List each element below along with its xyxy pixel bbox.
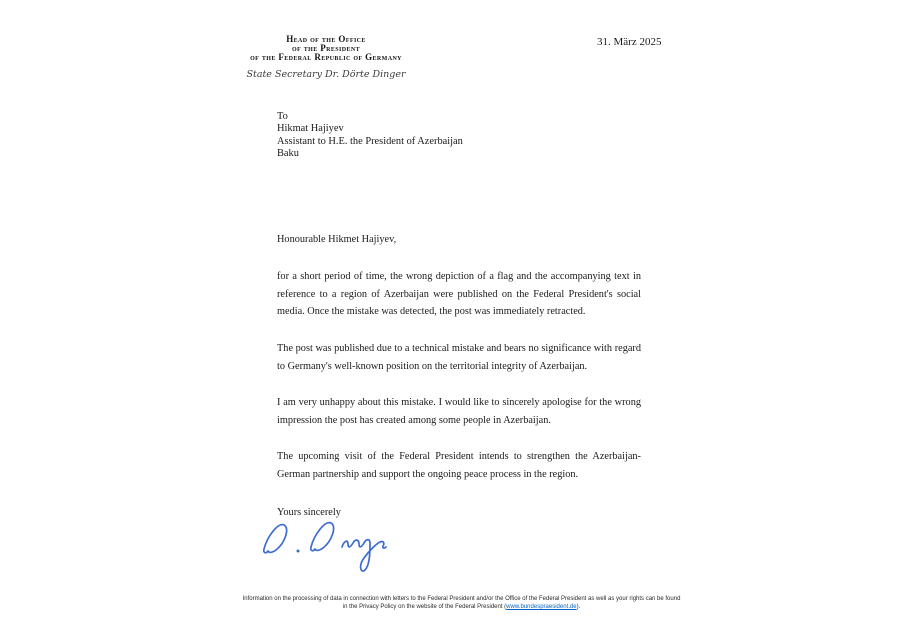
signature-ink-icon — [258, 513, 396, 581]
recipient-line-title: Assistant to H.E. the President of Azerbaijan — [277, 135, 463, 147]
body-paragraph-2: The post was published due to a technical mistake and bears no significance with regard to Germany's well-known position on the territorial integrity of Azerbaijan. — [277, 343, 641, 372]
footer-text-after-link: ). — [576, 604, 581, 611]
letterhead — [228, 35, 424, 80]
privacy-policy-link[interactable]: www.bundespraesident.de — [506, 604, 577, 611]
recipient-address — [277, 111, 463, 161]
recipient-line-city: Baku — [277, 148, 299, 160]
recipient-line-name: Hikmat Hajiyev — [277, 123, 344, 135]
closing-phrase: Yours sincerely — [277, 507, 341, 518]
salutation: Honourable Hikmet Hajiyev, — [277, 234, 397, 245]
recipient-line-to: To — [277, 111, 288, 122]
letter-date: 31. März 2025 — [597, 36, 662, 48]
letterhead-line-3: of the Federal Republic of Germany — [250, 52, 402, 63]
footer-privacy-note — [241, 595, 683, 612]
footer-text-before-link: Information on the processing of data in connection with letters to the Federal President and/or the Office of the Federal President as well as your rights can be found in the Privacy Policy on the website of the Federal President ( — [242, 596, 681, 611]
body-paragraph-4: The upcoming visit of the Federal President intends to strengthen the Azerbaijan-German partnership and support the ongoing peace process in the region. — [277, 451, 641, 480]
body-paragraph-3: I am very unhappy about this mistake. I would like to sincerely apologise for the wrong impression the post has created among some people in Azerbaijan. — [277, 397, 641, 426]
letterhead-line-1: Head of the Office — [286, 34, 366, 44]
state-secretary-name: State Secretary Dr. Dörte Dinger — [246, 68, 406, 80]
signature — [258, 513, 396, 581]
body-paragraph-1: for a short period of time, the wrong depiction of a flag and the accompanying text in reference to a region of Azerbaijan were published on the Federal President's social media. Once the mistake was detected, the post was immediately retracted. — [277, 271, 641, 317]
letterhead-line-2: of the President — [291, 43, 361, 54]
